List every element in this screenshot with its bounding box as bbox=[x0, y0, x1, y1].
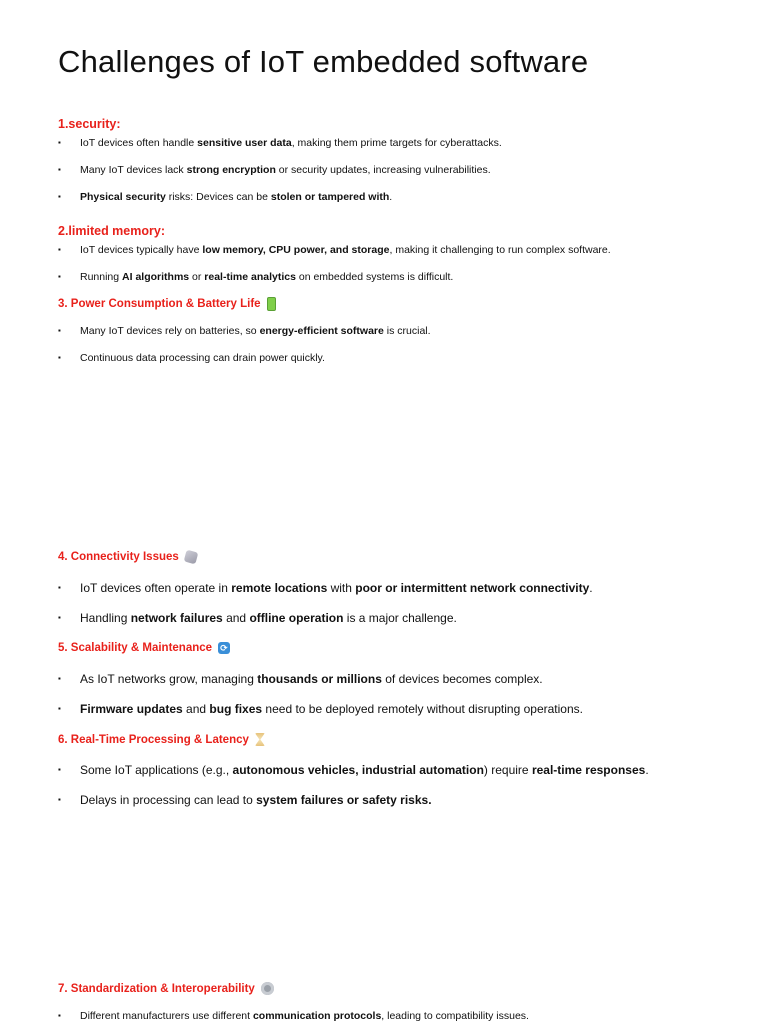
list-item: ▪ Continuous data processing can drain power quickly. bbox=[58, 352, 325, 364]
hourglass-icon bbox=[255, 733, 265, 746]
list-item: ▪ IoT devices often handle sensitive user data, making them prime targets for cyberattacks. bbox=[58, 137, 502, 149]
bullet: ▪ bbox=[58, 165, 61, 174]
bullet: ▪ bbox=[58, 765, 61, 774]
bullet: ▪ bbox=[58, 583, 61, 592]
list-item: ▪ Delays in processing can lead to system failures or safety risks. bbox=[58, 793, 432, 807]
satellite-icon bbox=[183, 550, 198, 565]
bullet: ▪ bbox=[58, 326, 61, 335]
list-item: ▪ Some IoT applications (e.g., autonomous vehicles, industrial automation) require real-time responses. bbox=[58, 763, 649, 777]
bullet: ▪ bbox=[58, 613, 61, 622]
refresh-icon: ⟳ bbox=[218, 642, 230, 654]
list-item: ▪ IoT devices often operate in remote locations with poor or intermittent network connectivity. bbox=[58, 581, 593, 595]
gear-icon bbox=[261, 982, 274, 995]
list-item: ▪ Firmware updates and bug fixes need to be deployed remotely without disrupting operations. bbox=[58, 702, 583, 716]
section-heading-limited-memory: 2.limited memory: bbox=[58, 224, 165, 238]
list-item: ▪ Different manufacturers use different communication protocols, leading to compatibility issues. bbox=[58, 1010, 529, 1022]
bullet: ▪ bbox=[58, 795, 61, 804]
page-title: Challenges of IoT embedded software bbox=[58, 44, 589, 79]
bullet: ▪ bbox=[58, 1011, 61, 1020]
section-heading-power: 3. Power Consumption & Battery Life bbox=[58, 297, 276, 311]
list-item: ▪ Many IoT devices rely on batteries, so energy-efficient software is crucial. bbox=[58, 325, 431, 337]
bullet: ▪ bbox=[58, 245, 61, 254]
list-item: ▪ As IoT networks grow, managing thousands or millions of devices becomes complex. bbox=[58, 672, 543, 686]
list-item: ▪ Handling network failures and offline operation is a major challenge. bbox=[58, 611, 457, 625]
section-heading-security: 1.security: bbox=[58, 117, 121, 131]
list-item: ▪ Many IoT devices lack strong encryption or security updates, increasing vulnerabilities. bbox=[58, 164, 491, 176]
section-heading-connectivity: 4. Connectivity Issues bbox=[58, 551, 197, 563]
section-heading-standardization: 7. Standardization & Interoperability bbox=[58, 982, 274, 995]
bullet: ▪ bbox=[58, 353, 61, 362]
battery-icon bbox=[267, 297, 276, 311]
bullet: ▪ bbox=[58, 138, 61, 147]
bullet: ▪ bbox=[58, 704, 61, 713]
bullet: ▪ bbox=[58, 192, 61, 201]
list-item: ▪ Running AI algorithms or real-time analytics on embedded systems is difficult. bbox=[58, 271, 454, 283]
section-heading-realtime: 6. Real-Time Processing & Latency bbox=[58, 733, 265, 746]
list-item: ▪ IoT devices typically have low memory, CPU power, and storage, making it challenging to run complex software. bbox=[58, 244, 611, 256]
bullet: ▪ bbox=[58, 674, 61, 683]
bullet: ▪ bbox=[58, 272, 61, 281]
list-item: ▪ Physical security risks: Devices can be stolen or tampered with. bbox=[58, 191, 393, 203]
section-heading-scalability: 5. Scalability & Maintenance ⟳ bbox=[58, 642, 230, 654]
